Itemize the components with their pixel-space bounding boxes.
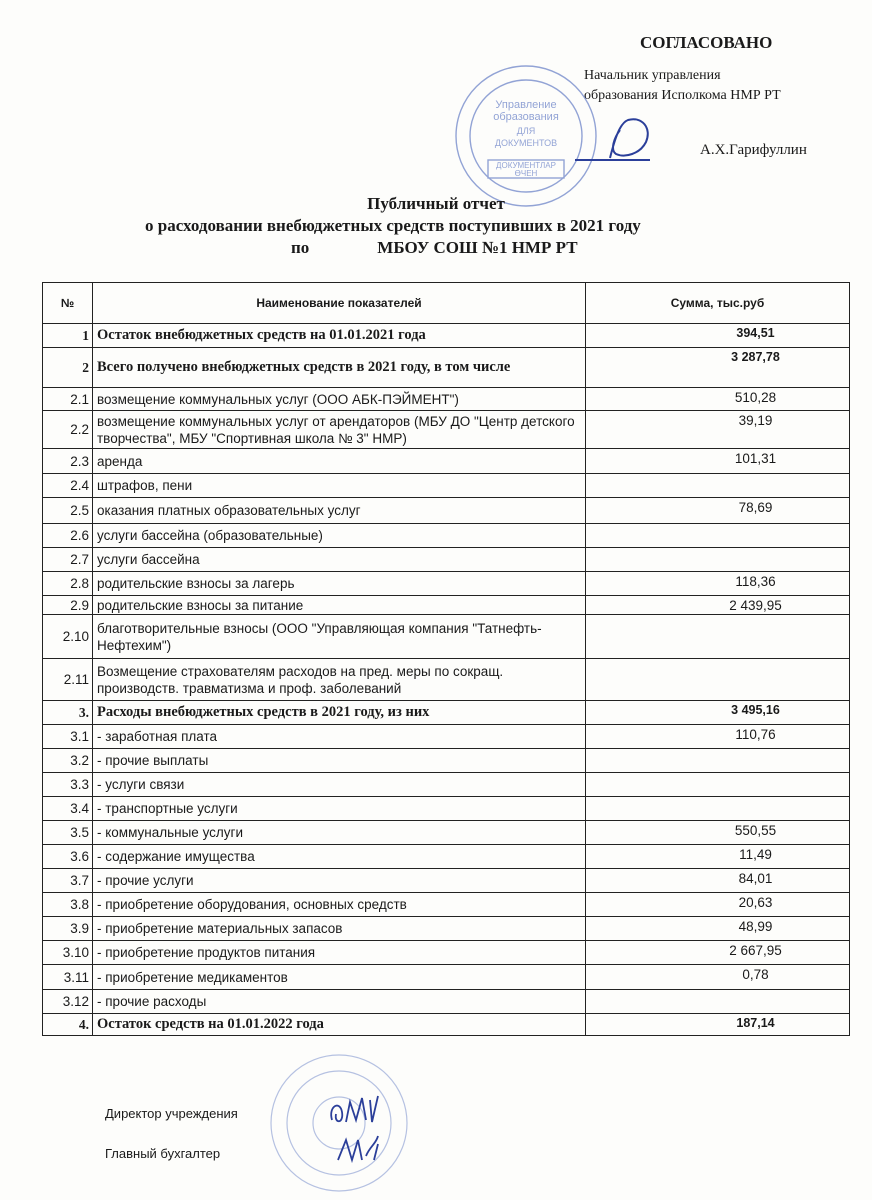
table-row [43, 596, 850, 615]
table-row [43, 449, 850, 474]
table-row [43, 941, 850, 965]
row-value: 3 495,16 [586, 701, 850, 725]
row-number: 2.8 [43, 572, 93, 596]
row-number: 2.9 [43, 596, 93, 615]
table-row [43, 572, 850, 596]
stamp-text-4: ДОКУМЕНТОВ [494, 138, 558, 148]
row-name: - транспортные услуги [93, 797, 586, 821]
row-number: 3.2 [43, 749, 93, 773]
table-row [43, 797, 850, 821]
row-number: 3.8 [43, 893, 93, 917]
row-value: 84,01 [586, 869, 850, 893]
row-name: - коммунальные услуги [93, 821, 586, 845]
row-value: 510,28 [586, 388, 850, 411]
row-number: 3.9 [43, 917, 93, 941]
table-row [43, 749, 850, 773]
table-row [43, 388, 850, 411]
row-name: Возмещение страхователям расходов на пред. меры по сокращ. производств. травматизма и проф. заболеваний [93, 659, 586, 701]
row-name: услуги бассейна [93, 548, 586, 572]
row-name: благотворительные взносы (ООО "Управляющая компания "Татнефть-Нефтехим") [93, 615, 586, 659]
stamp-text-5: ДОКУМЕНТЛАР [496, 161, 556, 170]
row-value [586, 615, 850, 659]
table-row [43, 498, 850, 524]
row-value: 48,99 [586, 917, 850, 941]
table-row [43, 845, 850, 869]
table-row [43, 965, 850, 990]
row-number: 2 [43, 348, 93, 388]
report-table [42, 282, 850, 1036]
director-label: Директор учреждения [105, 1106, 238, 1121]
title-line1: Публичный отчет [367, 194, 505, 213]
row-value [586, 797, 850, 821]
document-title [0, 193, 872, 257]
approval-position-line2: образования Исполкома НМР РТ [584, 88, 781, 103]
row-number: 3.5 [43, 821, 93, 845]
row-value: 118,36 [586, 572, 850, 596]
row-value: 187,14 [586, 1014, 850, 1036]
row-number: 2.1 [43, 388, 93, 411]
row-number: 3.11 [43, 965, 93, 990]
table-row [43, 773, 850, 797]
row-name: - прочие услуги [93, 869, 586, 893]
row-name: возмещение коммунальных услуг (ООО АБК-ПЭЙМЕНТ") [93, 388, 586, 411]
accountant-signature [334, 1130, 384, 1170]
row-number: 3.10 [43, 941, 93, 965]
table-row [43, 411, 850, 449]
table-row [43, 324, 850, 348]
row-value [586, 524, 850, 548]
director-signature [326, 1090, 386, 1134]
row-name: родительские взносы за питание [93, 596, 586, 615]
row-name: - приобретение медикаментов [93, 965, 586, 990]
row-number: 2.11 [43, 659, 93, 701]
row-number: 2.2 [43, 411, 93, 449]
table-row [43, 548, 850, 572]
row-value [586, 548, 850, 572]
row-value: 78,69 [586, 498, 850, 524]
row-value: 11,49 [586, 845, 850, 869]
row-number: 2.7 [43, 548, 93, 572]
row-value: 39,19 [586, 411, 850, 449]
title-org: МБОУ СОШ №1 НМР РТ [377, 238, 578, 257]
row-number: 3.4 [43, 797, 93, 821]
stamp-text-6: ӨЧЕН [514, 169, 538, 178]
row-value: 101,31 [586, 449, 850, 474]
row-value: 2 439,95 [586, 596, 850, 615]
stamp-text-1: Управление [495, 99, 557, 111]
approval-title: СОГЛАСОВАНО [640, 33, 773, 52]
row-name: - услуги связи [93, 773, 586, 797]
stamp-text-3: ДЛЯ [516, 126, 536, 136]
table-row [43, 917, 850, 941]
row-number: 2.4 [43, 474, 93, 498]
table-row [43, 615, 850, 659]
row-value [586, 474, 850, 498]
approval-position-line1: Начальник управления [584, 68, 721, 83]
stamp-text-2: образования [493, 111, 559, 123]
approval-name: А.Х.Гарифуллин [700, 142, 807, 158]
row-name: - приобретение продуктов питания [93, 941, 586, 965]
row-value: 20,63 [586, 893, 850, 917]
table-row [43, 893, 850, 917]
row-value [586, 990, 850, 1014]
row-value [586, 659, 850, 701]
row-name: возмещение коммунальных услуг от арендаторов (МБУ ДО "Центр детского творчества", МБУ "Спортивная школа № 3" НМР) [93, 411, 586, 449]
row-value: 3 287,78 [586, 348, 850, 388]
accountant-label: Главный бухгалтер [105, 1146, 221, 1161]
header-name: Наименование показателей [93, 283, 586, 324]
row-name: Остаток средств на 01.01.2022 года [93, 1014, 586, 1036]
title-line3-prefix: по [291, 238, 310, 257]
header-sum: Сумма, тыс.руб [586, 283, 850, 324]
row-number: 3. [43, 701, 93, 725]
table-row [43, 659, 850, 701]
row-number: 3.1 [43, 725, 93, 749]
row-number: 3.3 [43, 773, 93, 797]
row-value: 0,78 [586, 965, 850, 990]
row-name: - приобретение оборудования, основных средств [93, 893, 586, 917]
row-value [586, 773, 850, 797]
row-number: 2.10 [43, 615, 93, 659]
table-row [43, 821, 850, 845]
table-row [43, 725, 850, 749]
row-name: - содержание имущества [93, 845, 586, 869]
table-row [43, 524, 850, 548]
row-name: услуги бассейна (образовательные) [93, 524, 586, 548]
row-name: - заработная плата [93, 725, 586, 749]
row-name: - приобретение материальных запасов [93, 917, 586, 941]
table-row [43, 869, 850, 893]
title-line3 [291, 237, 578, 259]
title-line2: о расходовании внебюджетных средств поступивших в 2021 году [145, 216, 641, 235]
header-num: № [43, 283, 93, 324]
table-header-row [43, 283, 850, 324]
row-number: 3.6 [43, 845, 93, 869]
row-name: Всего получено внебюджетных средств в 2021 году, в том числе [93, 348, 586, 388]
row-name: - прочие выплаты [93, 749, 586, 773]
row-name: родительские взносы за лагерь [93, 572, 586, 596]
row-value: 394,51 [586, 324, 850, 348]
row-name: - прочие расходы [93, 990, 586, 1014]
row-number: 3.7 [43, 869, 93, 893]
row-number: 2.3 [43, 449, 93, 474]
table-row [43, 990, 850, 1014]
row-number: 2.6 [43, 524, 93, 548]
row-value: 110,76 [586, 725, 850, 749]
row-name: штрафов, пени [93, 474, 586, 498]
table-row [43, 701, 850, 725]
table-row [43, 474, 850, 498]
row-number: 2.5 [43, 498, 93, 524]
row-number: 4. [43, 1014, 93, 1036]
row-value: 2 667,95 [586, 941, 850, 965]
row-name: Расходы внебюджетных средств в 2021 году, из них [93, 701, 586, 725]
table-body [43, 324, 850, 1036]
row-name: оказания платных образовательных услуг [93, 498, 586, 524]
approval-signature [570, 108, 690, 168]
row-name: Остаток внебюджетных средств на 01.01.2021 года [93, 324, 586, 348]
row-number: 3.12 [43, 990, 93, 1014]
table-row [43, 1014, 850, 1036]
approval-position [584, 66, 781, 106]
table-row [43, 348, 850, 388]
row-value [586, 749, 850, 773]
row-value: 550,55 [586, 821, 850, 845]
row-name: аренда [93, 449, 586, 474]
row-number: 1 [43, 324, 93, 348]
